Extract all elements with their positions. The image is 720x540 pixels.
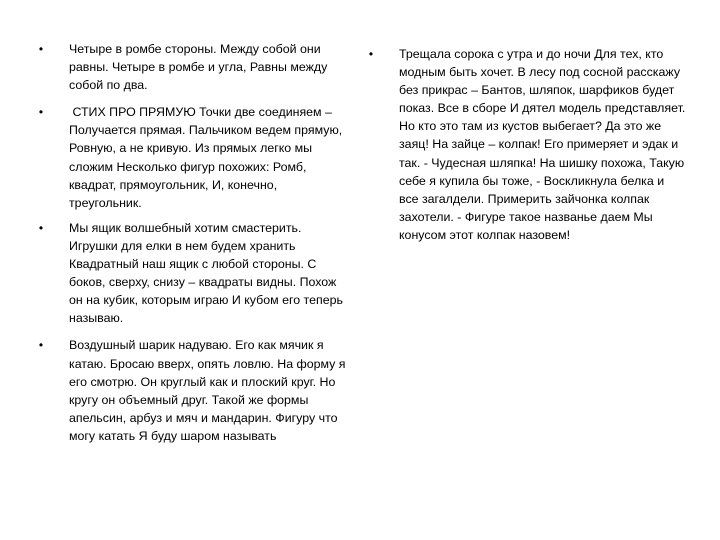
list-item-text: Трещала сорока с утра и до ночи Для тех, кто модным быть хочет. В лесу под сосной расскажу без прикрас – Бантов, шляпок, шарфиков будет показ. Все в сборе И дятел модель представляет. Но кто это там из кустов выбегает? Да это же заяц! На зайце – колпак! Его примеряет и эдак и так. - Чудесная шляпка! На шишку похожа, Такую себе я купила бы тоже, - Воскликнула белка и все загалдели. Примерить зайчонка колпак захотели. - Фигуре такое названье даем Мы конусом этот колпак назовем! bbox=[399, 47, 686, 242]
list-item-sphere-poem bbox=[36, 336, 348, 445]
left-text-column bbox=[36, 0, 348, 445]
list-item-cube-poem bbox=[36, 219, 348, 328]
list-item-line-poem bbox=[36, 103, 348, 212]
list-item-text: Мы ящик волшебный хотим смастерить. Игрушки для елки в нем будем хранить Квадратный наш ящик с любой стороны. С боков, сверху, снизу – квадраты видны. Похож он на кубик, которым играю И кубом его теперь называю. bbox=[69, 220, 343, 326]
bullet-icon: • bbox=[38, 105, 44, 120]
left-bullet-list bbox=[36, 40, 348, 445]
list-item-text: Воздушный шарик надуваю. Его как мячик я катаю. Бросаю вверх, опять ловлю. На форму я его смотрю. Он круглый как и плоский круг. Но кругу он объемный друг. Такой же формы апельсин, арбуз и мяч и мандарин. Фигуру что могу катать Я буду шаром называть bbox=[69, 338, 346, 443]
bullet-icon: • bbox=[38, 42, 44, 56]
list-item-text: СТИХ ПРО ПРЯМУЮ Точки две соединяем – Получается прямая. Пальчиком ведем прямую, Ровную, а не кривую. Из прямых легко мы сложим Несколько фигур похожих: Ромб, квадрат, прямоугольник, И, конечно, треугольник. bbox=[69, 105, 346, 210]
list-item-cone-poem bbox=[366, 45, 686, 244]
list-item-rhombus-poem bbox=[36, 40, 348, 94]
list-item-text: Четыре в ромбе стороны. Между собой они равны. Четыре в ромбе и угла, Равны между собой по два. bbox=[69, 42, 328, 93]
bullet-icon: • bbox=[368, 47, 374, 61]
bullet-icon: • bbox=[38, 338, 44, 353]
right-bullet-list bbox=[366, 45, 686, 244]
bullet-icon: • bbox=[38, 220, 44, 235]
right-text-column bbox=[366, 0, 686, 244]
